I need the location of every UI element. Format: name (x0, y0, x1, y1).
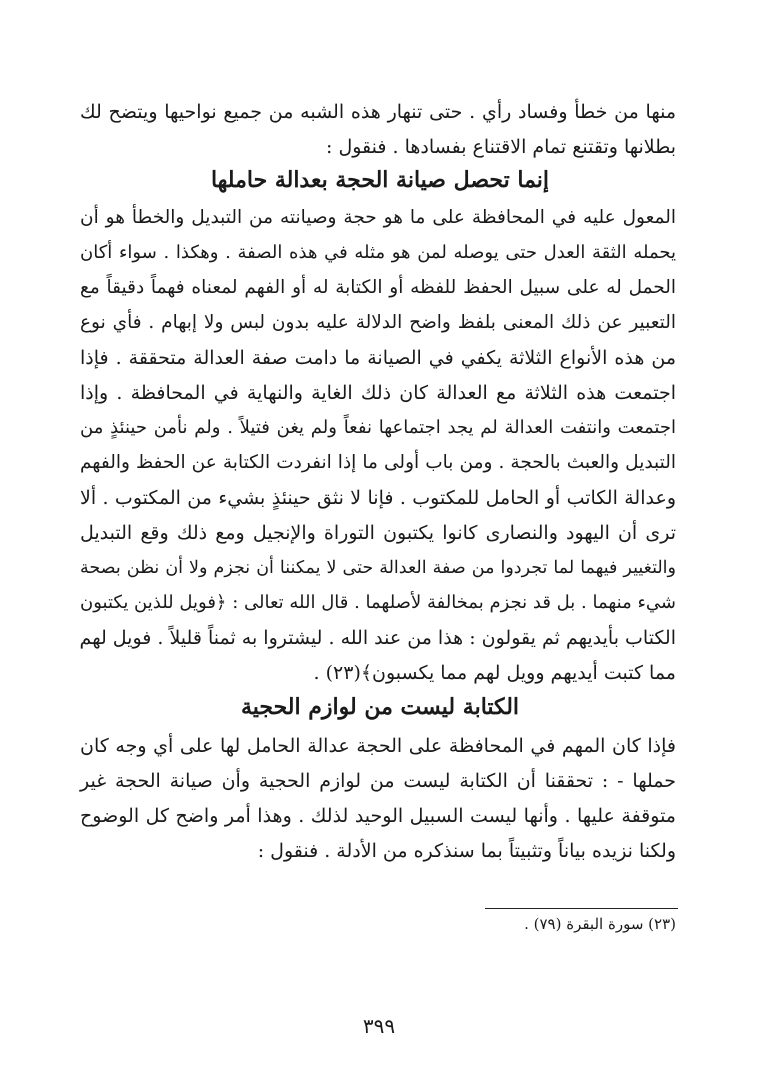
text-line: الحمل له على سبيل الحفظ للفظه أو الكتابة له أو الفهم لمعناه فهماً دقيقاً مع (80, 277, 676, 298)
text-line: التبديل والعبث بالحجة . ومن باب أولى ما إذا انفردت الكتابة عن الحفظ والفهم (80, 452, 676, 473)
text-line: متوقفة عليها . وأنها ليست السبيل الوحيد لذلك . وهذا أمر واضح كل الوضوح (80, 805, 676, 827)
text-line: مما كتبت أيديهم وويل لهم مما يكسبون﴾(٢٣) . (313, 662, 676, 684)
text-line: حملها - : تحققنا أن الكتابة ليست من لوازم الحجية وأن صيانة الحجة غير (80, 770, 676, 792)
text-line: التعبير عن ذلك المعنى بلفظ واضح الدلالة عليه بدون لبس ولا إبهام . فأي نوع (80, 312, 676, 333)
text-line: من هذه الأنواع الثلاثة يكفي في الصيانة ما دامت صفة العدالة متحققة . فإذا (80, 347, 676, 369)
text-line: ترى أن اليهود والنصارى كانوا يكتبون التوراة والإنجيل ومع ذلك وقع التبديل (80, 522, 676, 544)
text-line: اجتمعت وانتفت العدالة لم يجد اجتماعها نفعاً ولم يغن فتيلاً . ولم نأمن حينئذٍ من (80, 417, 676, 438)
section-heading: إنما تحصل صيانة الحجة بعدالة حاملها (210, 167, 550, 193)
text-line: بطلانها وتقتنع تمام الاقتناع بفسادها . فنقول : (326, 136, 676, 158)
text-line: وعدالة الكاتب أو الحامل للمكتوب . فإنا لا نثق حينئذٍ بشيء من المكتوب . ألا (80, 487, 676, 509)
text-line: شيء منهما . بل قد نجزم بمخالفة لأصلهما . قال الله تعالى : ﴿فويل للذين يكتبون (80, 592, 676, 613)
text-line: اجتمعت هذه الثلاثة مع العدالة كان ذلك الغاية والنهاية في المحافظة . وإذا (80, 382, 676, 404)
text-line: منها من خطأ وفساد رأي . حتى تنهار هذه الشبه من جميع نواحيها ويتضح لك (80, 101, 676, 123)
footnote: (٢٣) سورة البقرة (٧٩) . (524, 915, 676, 933)
footnote-divider (485, 908, 678, 909)
text-line: المعول عليه في المحافظة على ما هو حجة وصيانته من التبديل والخطأ هو أن (80, 207, 676, 228)
page-number: ٣٩٩ (362, 1014, 396, 1038)
text-line: فإذا كان المهم في المحافظة على الحجة عدالة الحامل لها على أي وجه كان (80, 735, 676, 757)
text-line: والتغيير فيهما لما تجردوا من صفة العدالة حتى لا يمكننا أن نجزم ولا أن نظن بصحة (80, 558, 676, 578)
text-line: الكتاب بأيديهم ثم يقولون : هذا من عند الله . ليشتروا به ثمناً قليلاً . فويل لهم (79, 627, 676, 649)
text-line: ولكنا نزيده بياناً وتثبيتاً بما سنذكره من الأدلة . فنقول : (257, 840, 676, 862)
text-line: يحمله الثقة العدل حتى يوصله لمن هو مثله في هذه الصفة . وهكذا . سواء أكان (80, 242, 676, 263)
section-heading: الكتابة ليست من لوازم الحجية (240, 694, 520, 720)
